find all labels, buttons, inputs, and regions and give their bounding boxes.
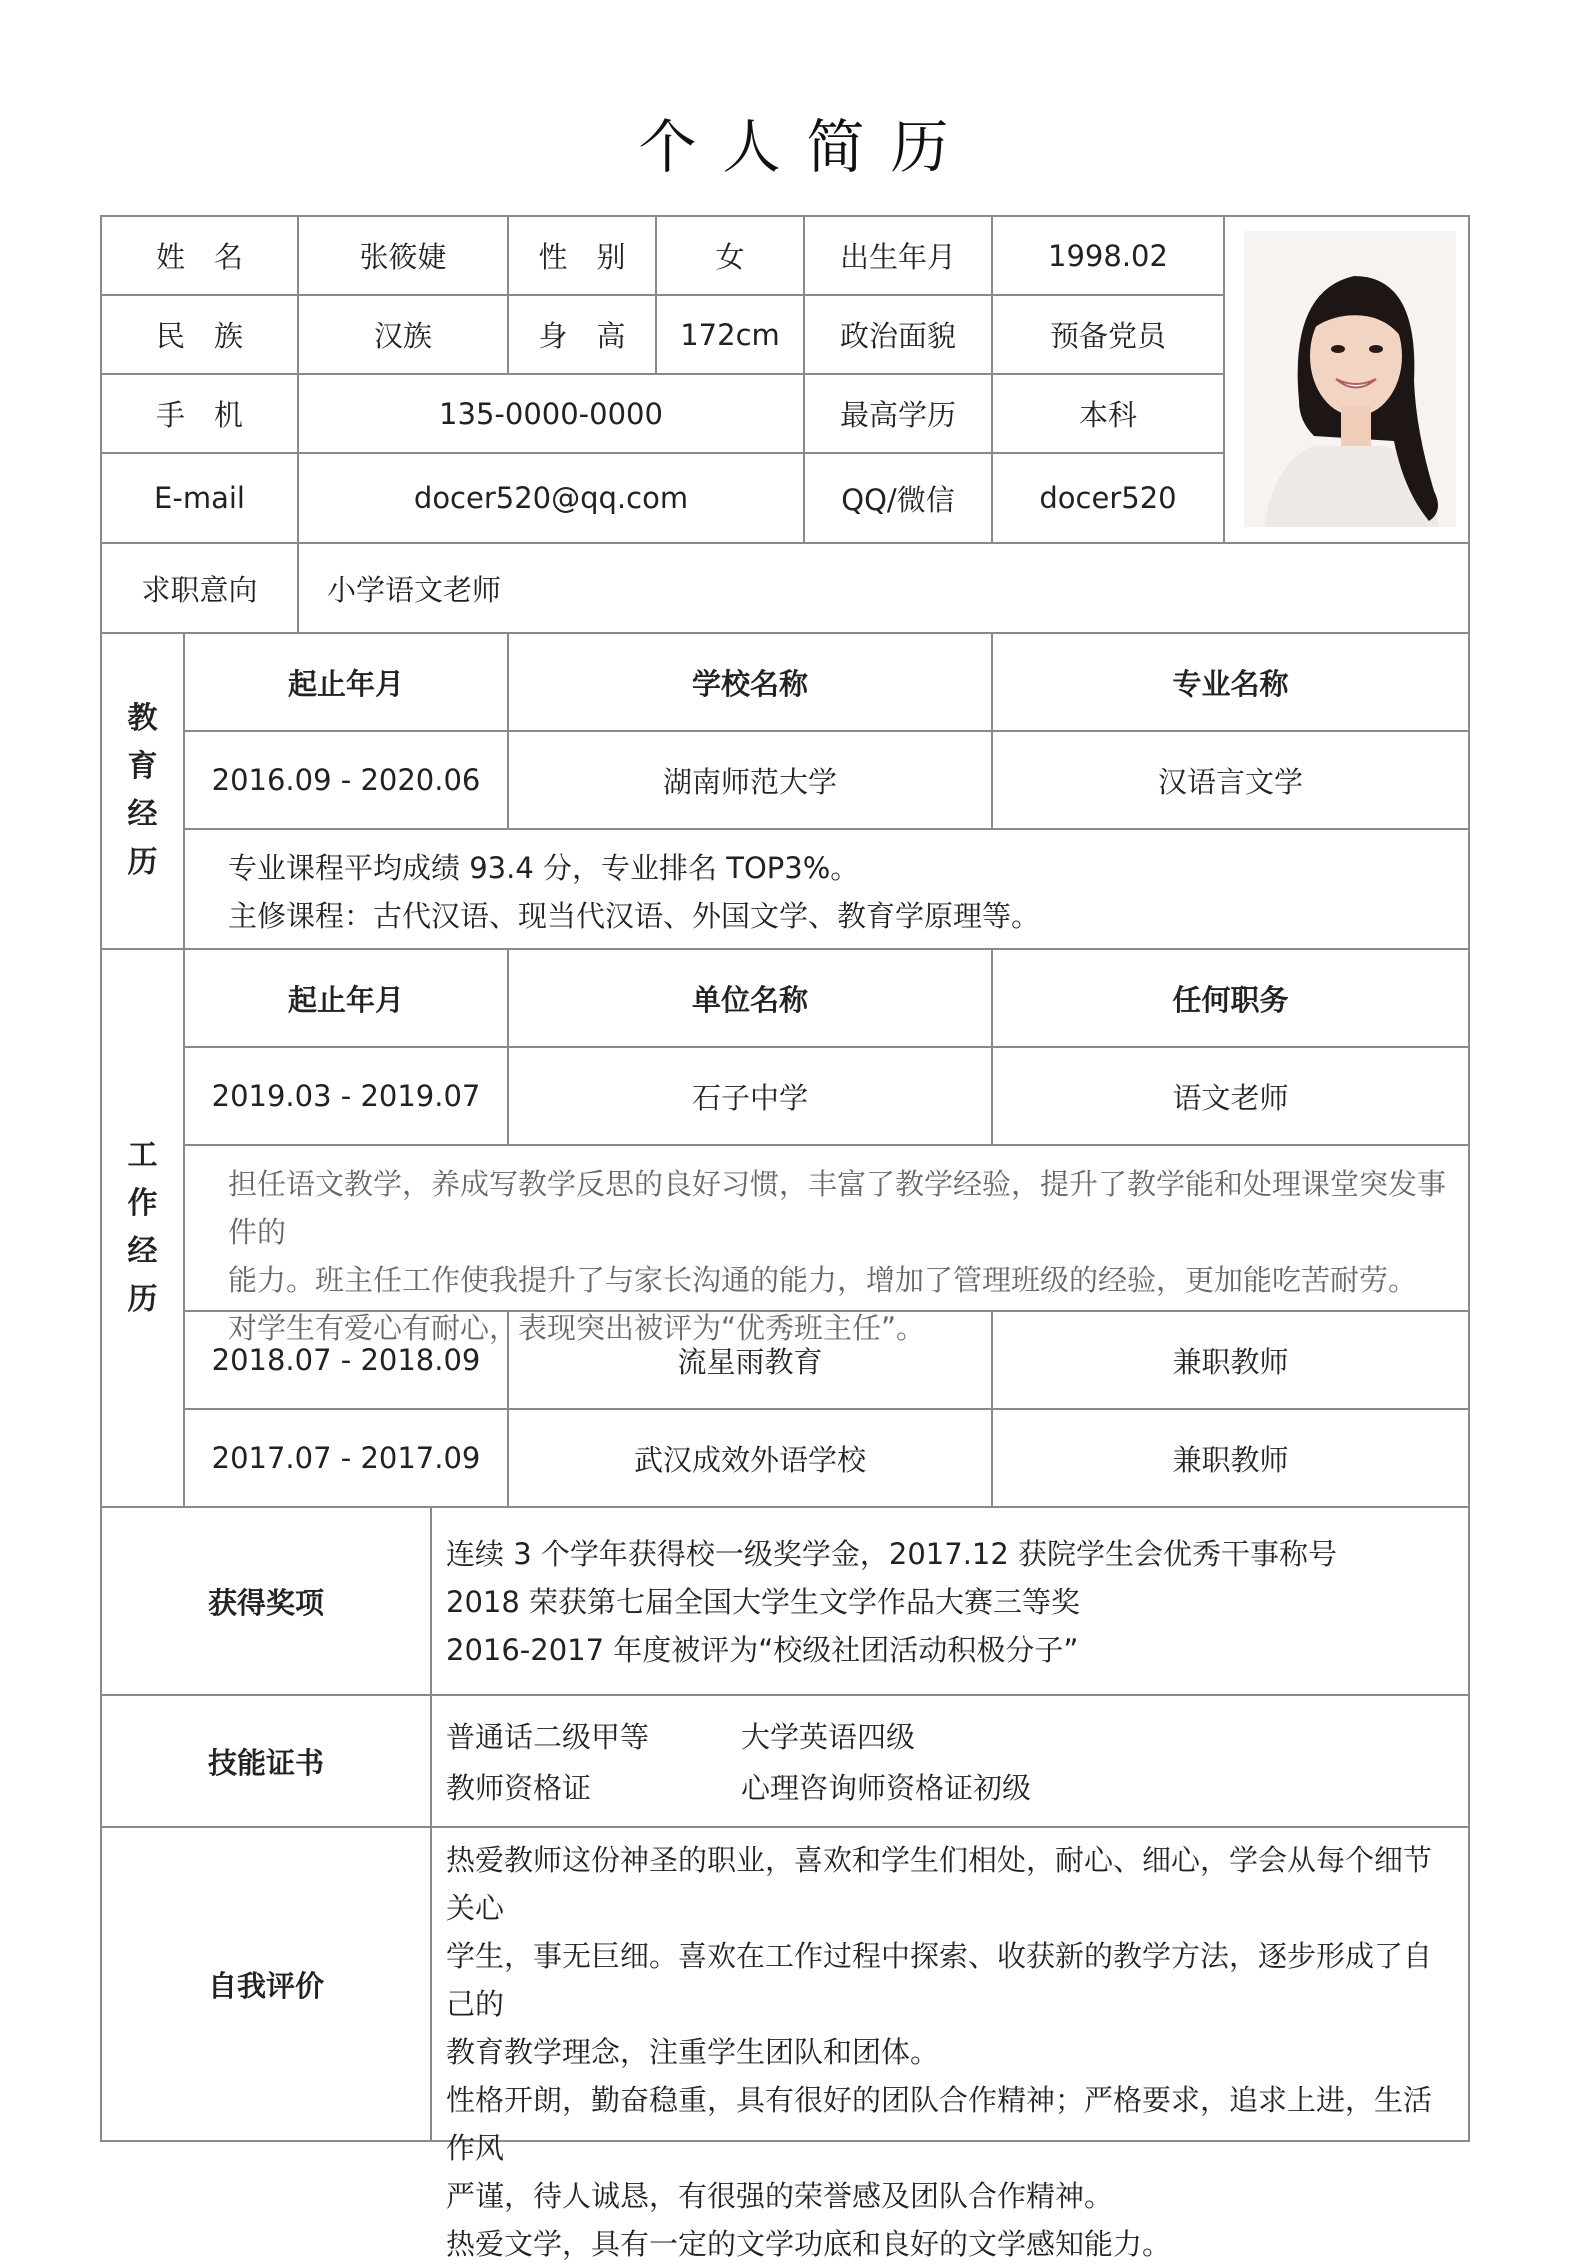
skill-item: 大学英语四级: [741, 1720, 916, 1754]
gender-value: 女: [657, 217, 805, 296]
profile-photo: [1244, 231, 1456, 527]
email-label: E-mail: [102, 454, 299, 544]
self-eval-line: 热爱文学，具有一定的文学功底和良好的文学感知能力。: [446, 2227, 1172, 2261]
award-line: 连续 3 个学年获得校一级奖学金，2017.12 获院学生会优秀干事称号: [446, 1537, 1338, 1571]
politics-label: 政治面貌: [805, 296, 993, 375]
work-row-org: 石子中学: [509, 1048, 993, 1146]
work-header-period: 起止年月: [185, 950, 509, 1048]
edu-notes: [185, 830, 1468, 950]
qq-label: QQ/微信: [805, 454, 993, 544]
birth-label: 出生年月: [805, 217, 993, 296]
work-label-char: 历: [127, 1282, 158, 1317]
work-row-org: 流星雨教育: [509, 1312, 993, 1410]
work-note-line: 对学生有爱心有耐心，表现突出被评为“优秀班主任”。: [228, 1311, 926, 1345]
work-row-org: 武汉成效外语学校: [509, 1410, 993, 1508]
edu-school: 湖南师范大学: [509, 732, 993, 830]
edu-header-school: 学校名称: [509, 634, 993, 732]
name-label: 姓 名: [102, 217, 299, 296]
resume-table: [100, 215, 1470, 2261]
education-label-char: 历: [127, 845, 158, 880]
gender-label: 性 别: [509, 217, 657, 296]
work-row-period: 2019.03 - 2019.07: [185, 1048, 509, 1146]
awards-label: 获得奖项: [102, 1508, 432, 1696]
work-header-org: 单位名称: [509, 950, 993, 1048]
edu-header-major: 专业名称: [993, 634, 1468, 732]
ethnic-value: 汉族: [299, 296, 509, 375]
edu-header-period: 起止年月: [185, 634, 509, 732]
skill-item: 心理咨询师资格证初级: [741, 1771, 1032, 1805]
phone-value: 135-0000-0000: [299, 375, 805, 454]
height-label: 身 高: [509, 296, 657, 375]
education-label-char: 经: [127, 797, 158, 832]
education-label-char: 育: [127, 749, 158, 784]
skills-label: 技能证书: [102, 1696, 432, 1828]
skills-cell: [432, 1696, 1468, 1828]
page-title: 个人简历: [638, 113, 975, 181]
education-label-char: 教: [127, 701, 158, 736]
edu-note-line: 主修课程：古代汉语、现当代汉语、外国文学、教育学原理等。: [228, 899, 1041, 933]
name-value: 张筱婕: [299, 217, 509, 296]
award-line: 2016-2017 年度被评为“校级社团活动积极分子”: [446, 1633, 1079, 1667]
self-eval-line: 学生，事无巨细。喜欢在工作过程中探索、收获新的教学方法，逐步形成了自己的: [446, 1939, 1433, 2021]
work-section-label: [102, 950, 185, 1508]
phone-label: 手 机: [102, 375, 299, 454]
work-row-period: 2018.07 - 2018.09: [185, 1312, 509, 1410]
work-header-role: 任何职务: [993, 950, 1468, 1048]
work-note-line: 担任语文教学，养成写教学反思的良好习惯，丰富了教学经验，提升了教学能和处理课堂突发事件的: [228, 1167, 1447, 1249]
work-notes: [185, 1146, 1468, 1345]
edu-period: 2016.09 - 2020.06: [185, 732, 509, 830]
self-eval-line: 严谨，待人诚恳，有很强的荣誉感及团队合作精神。: [446, 2179, 1114, 2213]
skill-item: 普通话二级甲等: [446, 1720, 650, 1754]
intent-value: 小学语文老师: [299, 544, 1468, 634]
ethnic-label: 民 族: [102, 296, 299, 375]
skill-item: 教师资格证: [446, 1771, 592, 1805]
degree-value: 本科: [993, 375, 1225, 454]
politics-value: 预备党员: [993, 296, 1225, 375]
qq-value: docer520: [993, 454, 1225, 544]
education-section-label: [102, 634, 185, 950]
work-label-char: 经: [127, 1234, 158, 1269]
intent-label: 求职意向: [102, 544, 299, 634]
edu-major: 汉语言文学: [993, 732, 1468, 830]
awards-list: [432, 1508, 1468, 1696]
edu-note-line: 专业课程平均成绩 93.4 分，专业排名 TOP3%。: [228, 851, 860, 885]
self-eval-line: 教育教学理念，注重学生团队和团体。: [446, 2035, 940, 2069]
work-row-period: 2017.07 - 2017.09: [185, 1410, 509, 1508]
self-eval-line: 性格开朗，勤奋稳重，具有很好的团队合作精神；严格要求，追求上进，生活作风: [446, 2083, 1433, 2165]
email-value: docer520@qq.com: [299, 454, 805, 544]
work-row-role: 兼职教师: [993, 1410, 1468, 1508]
degree-label: 最高学历: [805, 375, 993, 454]
work-label-char: 作: [127, 1186, 158, 1221]
height-value: 172cm: [657, 296, 805, 375]
birth-value: 1998.02: [993, 217, 1225, 296]
self-eval-text: [432, 1828, 1468, 2261]
work-row-role: 兼职教师: [993, 1312, 1468, 1410]
self-eval-label: 自我评价: [102, 1828, 432, 2140]
work-row-role: 语文老师: [993, 1048, 1468, 1146]
award-line: 2018 荣获第七届全国大学生文学作品大赛三等奖: [446, 1585, 1081, 1619]
work-label-char: 工: [127, 1138, 158, 1173]
self-eval-line: 热爱教师这份神圣的职业，喜欢和学生们相处，耐心、细心，学会从每个细节关心: [446, 1843, 1433, 1925]
work-note-line: 能力。班主任工作使我提升了与家长沟通的能力，增加了管理班级的经验，更加能吃苦耐劳。: [228, 1263, 1418, 1297]
